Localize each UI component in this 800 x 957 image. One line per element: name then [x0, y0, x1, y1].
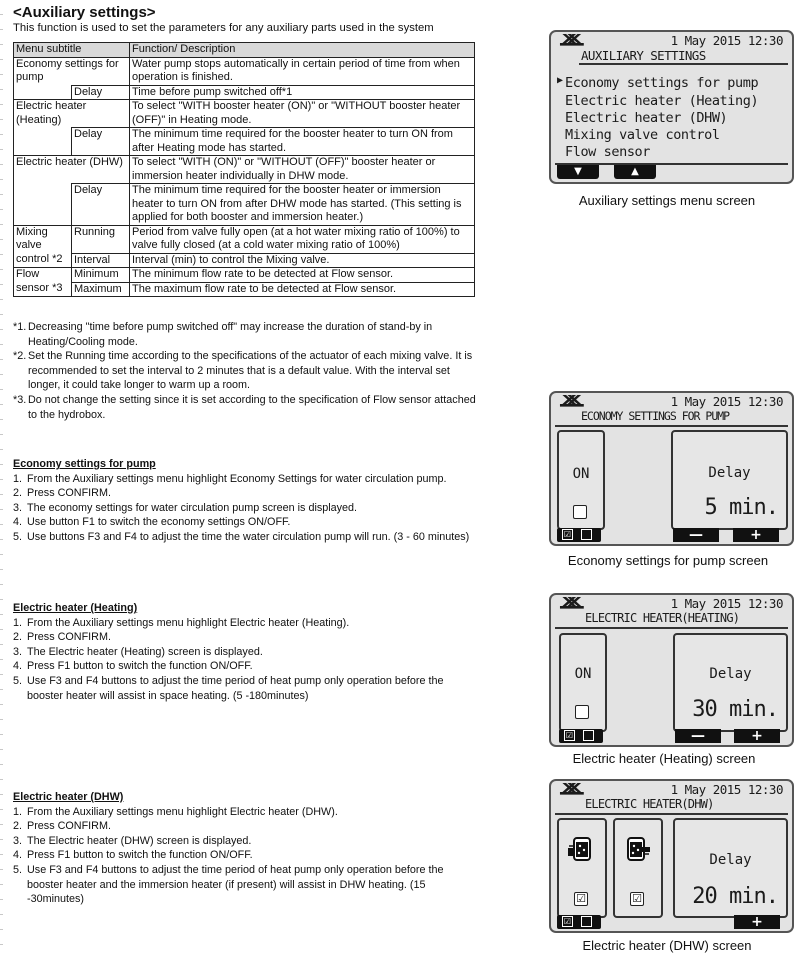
cell-mixing-running-desc: Period from valve fully open (at a hot water mixing ratio of 100%) to valve fully closed (at a cold water mixing ratio of 100%) — [130, 225, 475, 253]
caption-economy-screen: Economy settings for pump screen — [567, 553, 769, 568]
step-text: From the Auxiliary settings menu highlight Electric heater (Heating). — [27, 616, 350, 629]
screen-title: ELECTRIC HEATER(DHW) — [585, 797, 714, 811]
section-heading: Electric heater (Heating) — [13, 602, 138, 614]
delay-number: 30 — [692, 697, 717, 722]
step — [13, 515, 483, 530]
menu-item-flow-sensor[interactable]: Flow sensor — [565, 144, 651, 160]
step-text: Press F1 button to switch the function ON/OFF. — [27, 849, 253, 862]
booster-heater-icon — [566, 834, 596, 864]
wrench-icon: ᚘ — [560, 34, 584, 56]
lcd-electric-heater-dhw — [549, 779, 794, 933]
delay-value — [692, 697, 778, 722]
step-text: Press F1 button to switch the function ON/OFF. — [27, 660, 253, 673]
screen-datetime: 1 May 2015 12:30 — [670, 782, 783, 797]
footnote-text: Decreasing "time before pump switched off" may increase the duration of stand-by in Heating/Cooling mode. — [28, 321, 433, 348]
cell-flow-min-desc: The minimum flow rate to be detected at Flow sensor. — [130, 268, 475, 283]
step — [13, 674, 447, 703]
table-header-row — [14, 43, 475, 58]
step-number: 1. — [13, 616, 23, 629]
wrench-icon: ᚘ — [560, 395, 584, 417]
lcd-auxiliary-menu — [549, 30, 794, 184]
step — [13, 645, 483, 660]
footnote-mark: *3. — [13, 393, 27, 406]
step-text: From the Auxiliary settings menu highlight Electric heater (DHW). — [27, 805, 338, 818]
table-row — [14, 282, 475, 297]
minus-button[interactable]: — — [673, 528, 719, 542]
unchecked-icon — [581, 916, 592, 927]
step — [13, 819, 483, 834]
step — [13, 472, 483, 487]
checked-icon: ☑ — [565, 731, 574, 740]
screen-title: AUXILIARY SETTINGS — [581, 48, 706, 63]
section-heading: Electric heater (DHW) — [13, 791, 124, 803]
delay-panel — [673, 818, 788, 918]
minus-button[interactable]: — — [675, 729, 721, 743]
delay-label: Delay — [709, 666, 752, 682]
footnote — [13, 320, 483, 349]
table-row — [14, 225, 475, 253]
step-text: Press CONFIRM. — [27, 487, 111, 500]
delay-unit: min. — [729, 884, 778, 909]
plus-button[interactable]: + — [734, 729, 780, 743]
table-row — [14, 253, 475, 268]
delay-number: 20 — [692, 884, 717, 909]
step-number: 3. — [13, 501, 23, 514]
cell-flow-name: Flow sensor *3 — [14, 268, 72, 297]
plus-button[interactable]: + — [733, 528, 779, 542]
step-number: 4. — [13, 660, 23, 673]
down-arrow-button[interactable]: ▼ — [557, 165, 599, 179]
cursor-arrow-icon: ▶ — [557, 75, 563, 86]
step — [13, 530, 483, 545]
step-number: 4. — [13, 849, 23, 862]
cell-flow-min-label: Minimum — [72, 268, 130, 283]
delay-value — [705, 495, 778, 520]
booster-heater-panel — [557, 818, 607, 918]
status-on-label: ON — [574, 666, 592, 682]
intro-text: This function is used to set the parameters for any auxiliary parts used in the system — [13, 22, 434, 34]
cell-economy-spacer — [14, 85, 72, 100]
delay-label: Delay — [709, 852, 752, 868]
page-title: <Auxiliary settings> — [13, 4, 156, 21]
title-underline — [555, 813, 788, 815]
checked-icon: ☑ — [563, 530, 572, 539]
footnote — [13, 393, 483, 422]
status-checkbox[interactable] — [575, 705, 589, 719]
step-number: 1. — [13, 472, 23, 485]
table-row — [14, 128, 475, 156]
section-economy — [13, 457, 483, 545]
screen-datetime: 1 May 2015 12:30 — [670, 33, 783, 48]
table-row — [14, 100, 475, 128]
step — [13, 616, 483, 631]
step-number: 2. — [13, 631, 23, 644]
header-menu-subtitle: Menu subtitle — [14, 43, 130, 58]
cell-dhw-desc: To select "WITH (ON)" or "WITHOUT (OFF)" booster heater or immersion heater individually in DHW mode. — [130, 156, 475, 184]
delay-unit: min. — [729, 495, 778, 520]
step-text: The Electric heater (DHW) screen is displayed. — [27, 834, 252, 847]
step-text: The economy settings for water circulation pump screen is displayed. — [27, 501, 358, 514]
page-edge-rule — [0, 0, 3, 957]
cell-heating-spacer — [14, 128, 72, 156]
status-panel — [557, 430, 605, 530]
table-row — [14, 57, 475, 85]
cell-mixing-name: Mixing valve control *2 — [14, 225, 72, 268]
cell-mixing-interval-label: Interval — [72, 253, 130, 268]
cell-dhw-delay-label: Delay — [72, 184, 130, 226]
status-on-label: ON — [572, 466, 590, 482]
cell-economy-delay-label: Delay — [72, 85, 130, 100]
wrench-icon: ᚘ — [560, 597, 584, 619]
step-text: Use buttons F3 and F4 to adjust the time the water circulation pump will run. (3 - 60 minutes) — [27, 530, 470, 543]
unchecked-icon — [583, 730, 594, 741]
immersion-heater-panel — [613, 818, 663, 918]
menu-item-label: Economy settings for pump — [565, 75, 759, 91]
status-panel — [559, 633, 607, 732]
title-underline — [555, 627, 788, 629]
footnote-mark: *1. — [13, 321, 27, 333]
cell-heating-delay-label: Delay — [72, 128, 130, 156]
step-text: Use button F1 to switch the economy settings ON/OFF. — [27, 516, 291, 529]
table-row — [14, 268, 475, 283]
f1-button[interactable] — [557, 915, 601, 929]
menu-item-economy[interactable] — [557, 75, 759, 91]
table-row — [14, 85, 475, 100]
menu-item-dhw[interactable]: Electric heater (DHW) — [565, 110, 728, 126]
delay-label: Delay — [708, 465, 751, 481]
step-number: 1. — [13, 805, 23, 818]
auxiliary-settings-table-grid — [13, 42, 475, 297]
step — [13, 501, 483, 516]
footnote-mark: *2. — [13, 350, 27, 363]
cell-heating-desc: To select "WITH booster heater (ON)" or "WITHOUT booster heater (OFF)" in Heating mode. — [130, 100, 475, 128]
f1-button[interactable] — [559, 729, 603, 743]
cell-economy-name: Economy settings for pump — [14, 57, 130, 85]
footnote-text: Do not change the setting since it is set according to the specification of Flow sensor attached to the hydrobox. — [28, 393, 476, 421]
step-number: 4. — [13, 516, 23, 529]
footnotes — [13, 320, 483, 422]
caption-dhw-screen: Electric heater (DHW) screen — [582, 938, 752, 953]
footnote-text: Set the Running time according to the specifications of the actuator of each mixing valve. It is recommended to set the interval to 2 minutes that is a default value. With the interval set longer, it could take longer to warm up a room. — [28, 350, 473, 392]
header-function-description: Function/ Description — [130, 43, 475, 58]
delay-panel — [671, 430, 788, 530]
section-dhw — [13, 790, 483, 907]
step-text: The Electric heater (Heating) screen is displayed. — [27, 645, 263, 658]
delay-number: 5 — [704, 495, 717, 520]
section-heating — [13, 601, 483, 703]
up-arrow-button[interactable]: ▲ — [614, 165, 656, 179]
cell-heating-name: Electric heater (Heating) — [14, 100, 130, 128]
menu-item-mixing-valve[interactable]: Mixing valve control — [565, 127, 720, 143]
caption-heating-screen: Electric heater (Heating) screen — [572, 751, 756, 766]
step-number: 2. — [13, 820, 23, 833]
step — [13, 863, 447, 907]
screen-title: ECONOMY SETTINGS FOR PUMP — [581, 409, 730, 423]
step-text: Use F3 and F4 buttons to adjust the time period of heat pump only operation before the booster heater will assist in space heating. (5 -180minutes) — [27, 674, 444, 702]
table-row — [14, 184, 475, 226]
step — [13, 659, 483, 674]
step — [13, 486, 483, 501]
plus-button[interactable]: + — [734, 915, 780, 929]
caption-menu-screen: Auxiliary settings menu screen — [578, 193, 756, 208]
cell-dhw-name: Electric heater (DHW) — [14, 156, 130, 184]
unchecked-icon — [581, 529, 592, 540]
step-number: 5. — [13, 863, 23, 876]
step-number: 5. — [13, 530, 23, 543]
title-underline — [579, 63, 788, 65]
cell-flow-max-desc: The maximum flow rate to be detected at Flow sensor. — [130, 282, 475, 297]
cell-dhw-spacer — [14, 184, 72, 226]
immersion-heater-icon — [622, 834, 652, 864]
cell-economy-delay-desc: Time before pump switched off*1 — [130, 85, 475, 100]
wrench-icon: ᚘ — [560, 783, 584, 805]
table-row — [14, 156, 475, 184]
step — [13, 630, 483, 645]
delay-panel — [673, 633, 788, 732]
cell-flow-max-label: Maximum — [72, 282, 130, 297]
cell-mixing-running-label: Running — [72, 225, 130, 253]
step-number: 2. — [13, 487, 23, 500]
step-number: 5. — [13, 674, 23, 687]
step-text: Press CONFIRM. — [27, 820, 111, 833]
step — [13, 848, 483, 863]
status-checkbox[interactable] — [573, 505, 587, 519]
step-number: 3. — [13, 645, 23, 658]
step-text: Use F3 and F4 buttons to adjust the time period of heat pump only operation before the booster heater and the immersion heater (if present) will assist in DHW heating. (15 -30minutes) — [27, 863, 444, 906]
delay-value — [692, 884, 778, 909]
checked-icon: ☑ — [563, 917, 572, 926]
immersion-checkbox[interactable]: ☑ — [630, 892, 644, 906]
booster-checkbox[interactable]: ☑ — [574, 892, 588, 906]
screen-title: ELECTRIC HEATER(HEATING) — [585, 611, 740, 625]
step-text: Press CONFIRM. — [27, 631, 111, 644]
section-heading: Economy settings for pump — [13, 458, 156, 470]
cell-heating-delay-desc: The minimum time required for the booster heater to turn ON from after Heating mode has started. — [130, 128, 475, 156]
footnote — [13, 349, 483, 393]
lcd-electric-heater-heating — [549, 593, 794, 747]
screen-datetime: 1 May 2015 12:30 — [670, 596, 783, 611]
cell-mixing-interval-desc: Interval (min) to control the Mixing valve. — [130, 253, 475, 268]
delay-unit: min. — [729, 697, 778, 722]
step — [13, 805, 483, 820]
screen-datetime: 1 May 2015 12:30 — [670, 394, 783, 409]
f1-button[interactable] — [557, 528, 601, 542]
menu-item-heating[interactable]: Electric heater (Heating) — [565, 93, 759, 109]
lcd-economy-settings — [549, 391, 794, 546]
step-text: From the Auxiliary settings menu highlight Economy Settings for water circulation pump. — [27, 472, 447, 485]
title-underline — [555, 425, 788, 427]
step-number: 3. — [13, 834, 23, 847]
step — [13, 834, 483, 849]
cell-dhw-delay-desc: The minimum time required for the booster heater or immersion heater to turn ON from after DHW mode has started. (This setting is applied for both booster and immersion heater.) — [130, 184, 475, 226]
cell-economy-desc: Water pump stops automatically in certain period of time from when operation is finished. — [130, 57, 475, 85]
